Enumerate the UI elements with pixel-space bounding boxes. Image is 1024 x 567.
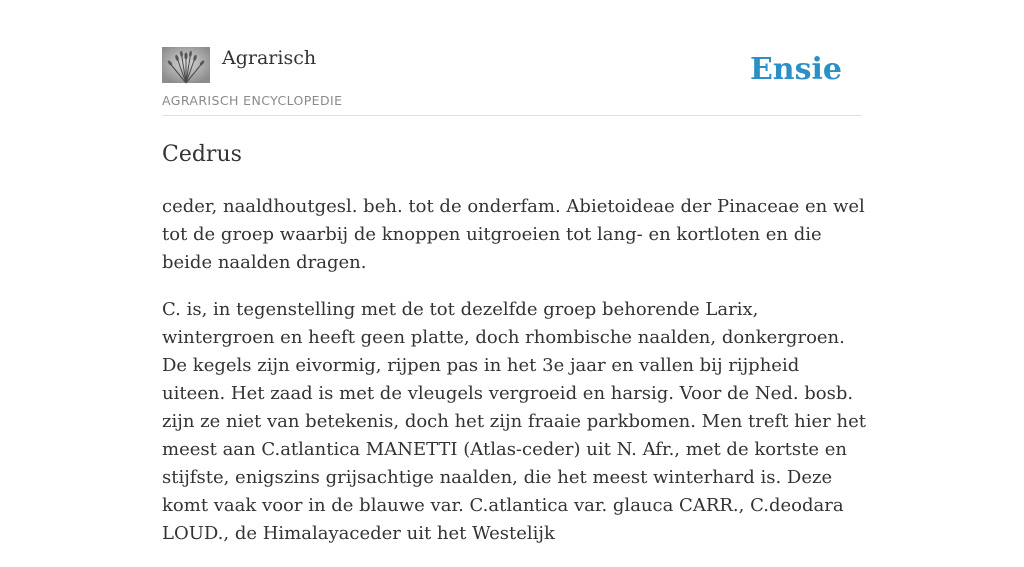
site-header [162, 44, 862, 116]
wheat-logo-icon[interactable] [162, 47, 210, 83]
article-body [162, 193, 868, 567]
article-paragraph: ceder, naaldhoutgesl. beh. tot de onderfam. Abietoideae der Pinaceae en wel tot de groep waarbij de knoppen uitgroeien tot lang- en kortloten en die beide naalden dragen. [162, 196, 865, 273]
site-subtitle: AGRARISCH ENCYCLOPEDIE [162, 93, 343, 108]
article-title: Cedrus [162, 142, 242, 167]
site-name[interactable]: Agrarisch [222, 47, 317, 69]
brand-logo[interactable]: Ensie [749, 52, 842, 87]
article-paragraph: C. is, in tegenstelling met de tot dezelfde groep behorende Larix, wintergroen en heeft geen platte, doch rhombische naalden, donkergroen. De kegels zijn eivormig, rijpen pas in het 3e jaar en vallen bij rijpheid uiteen. Het zaad is met de vleugels vergroeid en harsig. Voor de Ned. bosb. zijn ze niet van betekenis, doch het zijn fraaie parkbomen. Men treft hier het meest aan C.atlantica MANETTI (Atlas-ceder) uit N. Afr., met de kortste en stijfste, enigszins grijsachtige naalden, die het meest winterhard is. Deze komt vaak voor in de blauwe var. C.atlantica var. glauca CARR., C.deodara LOUD., de Himalayaceder uit het Westelijk [162, 299, 866, 544]
